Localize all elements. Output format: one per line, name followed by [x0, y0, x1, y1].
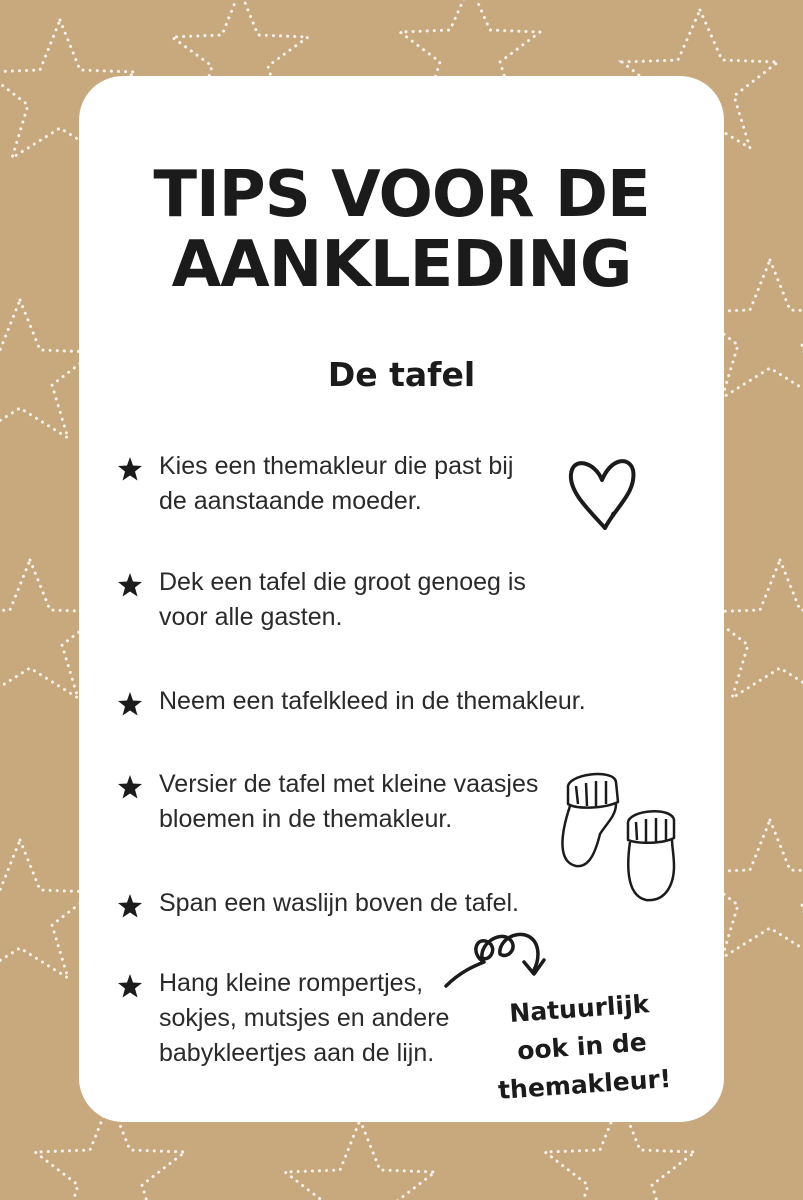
title-line-1: TIPS VOOR DE: [153, 158, 650, 232]
baby-booties-doodle-icon: [556, 766, 686, 906]
tip-item: [117, 565, 547, 635]
star-icon: [117, 456, 143, 482]
star-icon: [117, 572, 143, 598]
tip-text: Dek een tafel die groot genoeg is voor alle gasten.: [159, 568, 526, 631]
star-icon: [117, 973, 143, 999]
heart-doodle-icon: [565, 452, 640, 534]
swirl-arrow-doodle-icon: [440, 922, 550, 994]
themakleur-note: Natuurlijk ook in de themakleur!: [497, 989, 673, 1105]
tip-text: Hang kleine rompertjes, sokjes, mutsjes en andere babykleertjes aan de lijn.: [159, 969, 450, 1067]
tip-item: [117, 966, 457, 1071]
tip-item: [117, 886, 547, 921]
tip-item: [117, 684, 617, 719]
tip-item: [117, 449, 547, 519]
page-title: [0, 160, 803, 300]
tip-text: Kies een themakleur die past bij de aanstaande moeder.: [159, 452, 514, 515]
star-icon: [117, 691, 143, 717]
tip-text: Versier de tafel met kleine vaasjes bloemen in de themakleur.: [159, 770, 539, 833]
section-subtitle: De tafel: [327, 355, 476, 394]
tip-text: Span een waslijn boven de tafel.: [159, 889, 519, 917]
tip-text: Neem een tafelkleed in de themakleur.: [159, 687, 586, 715]
tip-item: [117, 767, 547, 837]
title-line-2: AANKLEDING: [171, 228, 632, 302]
star-icon: [117, 774, 143, 800]
star-icon: [117, 893, 143, 919]
